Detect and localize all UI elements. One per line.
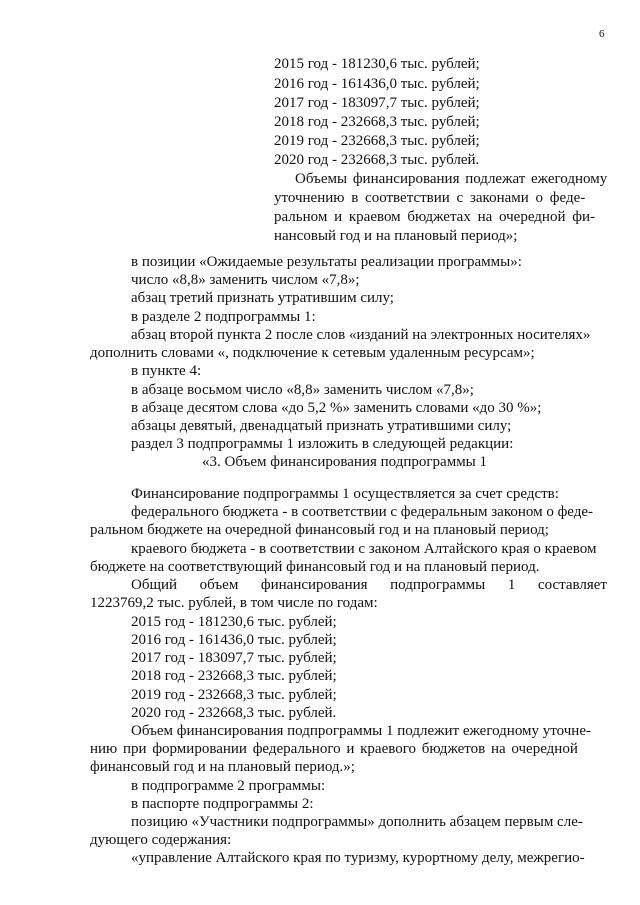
year-line: 2019 год - 232668,3 тыс. рублей; — [131, 687, 337, 703]
section-body-line: ральном бюджете на очередной финансовый год и на плановый период; — [90, 522, 549, 538]
passport-year-line: 2018 год - 232668,3 тыс. рублей; — [274, 114, 480, 130]
amendment-line: дополнить словами «, подключение к сетевым удаленным ресурсам»; — [90, 345, 535, 361]
closing-line: «управление Алтайского края по туризму, курортному делу, межрегио- — [131, 850, 585, 866]
year-line: 2015 год - 181230,6 тыс. рублей; — [131, 614, 337, 630]
year-line: 2020 год - 232668,3 тыс. рублей. — [131, 705, 337, 721]
amendment-line: число «8,8» заменить числом «7,8»; — [131, 272, 360, 288]
page-number: 6 — [599, 28, 605, 40]
passport-note-line: нансовый год и на плановый период»; — [274, 228, 518, 244]
amendment-line: в разделе 2 подпрограммы 1: — [131, 309, 316, 325]
amendment-line: в позиции «Ожидаемые результаты реализации программы»: — [131, 254, 522, 270]
section-body-line: бюджете на соответствующий финансовый год и на плановый период. — [90, 559, 540, 575]
section-title: «3. Объем финансирования подпрограммы 1 — [202, 454, 488, 470]
passport-year-line: 2016 год - 161436,0 тыс. рублей; — [274, 76, 480, 92]
total-word: финансирования — [260, 577, 368, 593]
amendment-line: в абзаце десятом слова «до 5,2 %» заменить словами «до 30 %»; — [131, 400, 542, 416]
passport-note-line: уточнению в соответствии с законами о феде- — [274, 190, 586, 206]
closing-line: финансовый год и на плановый период.»; — [90, 759, 355, 775]
total-word: подпрограммы — [390, 577, 486, 593]
total-word: составляет — [537, 577, 607, 593]
total-word: объем — [199, 577, 239, 593]
section-body-line: Финансирование подпрограммы 1 осуществляется за счет средств: — [131, 486, 559, 502]
closing-line: нию при формировании федерального и краевого бюджетов на очередной — [90, 741, 578, 757]
closing-line: в паспорте подпрограммы 2: — [131, 796, 314, 812]
passport-note-line: ральном и краевом бюджетах на очередной фи- — [274, 209, 595, 225]
passport-year-line: 2020 год - 232668,3 тыс. рублей. — [274, 152, 480, 168]
closing-line: в подпрограмме 2 программы: — [131, 778, 326, 794]
section-body-line: федерального бюджета - в соответствии с федеральным законом о феде- — [131, 504, 594, 520]
passport-note-line: Объемы финансирования подлежат ежегодному — [295, 171, 608, 187]
amendment-line: абзац третий признать утратившим силу; — [131, 290, 394, 306]
passport-year-line: 2019 год - 232668,3 тыс. рублей; — [274, 133, 480, 149]
closing-line: позицию «Участники подпрограммы» дополнить абзацем первым сле- — [131, 814, 583, 830]
passport-year-line: 2017 год - 183097,7 тыс. рублей; — [274, 95, 480, 111]
total-line-2: 1223769,2 тыс. рублей, в том числе по годам: — [90, 595, 378, 611]
year-line: 2017 год - 183097,7 тыс. рублей; — [131, 650, 337, 666]
section-body-line: краевого бюджета - в соответствии с законом Алтайского края о краевом — [131, 541, 597, 557]
year-line: 2018 год - 232668,3 тыс. рублей; — [131, 668, 337, 684]
amendment-line: абзацы девятый, двенадцатый признать утратившими силу; — [131, 418, 512, 434]
closing-line: дующего содержания: — [90, 832, 232, 848]
total-line — [131, 576, 607, 594]
amendment-line: абзац второй пункта 2 после слов «изданий на электронных носителях» — [131, 327, 591, 343]
passport-year-line: 2015 год - 181230,6 тыс. рублей; — [274, 56, 480, 72]
total-word: Общий — [131, 577, 178, 593]
amendment-line: в пункте 4: — [131, 363, 202, 379]
year-line: 2016 год - 161436,0 тыс. рублей; — [131, 632, 337, 648]
total-word: 1 — [507, 577, 516, 593]
closing-line: Объем финансирования подпрограммы 1 подлежит ежегодному уточне- — [131, 723, 591, 739]
amendment-line: в абзаце восьмом число «8,8» заменить числом «7,8»; — [131, 382, 474, 398]
amendment-line: раздел 3 подпрограммы 1 изложить в следующей редакции: — [131, 436, 514, 452]
